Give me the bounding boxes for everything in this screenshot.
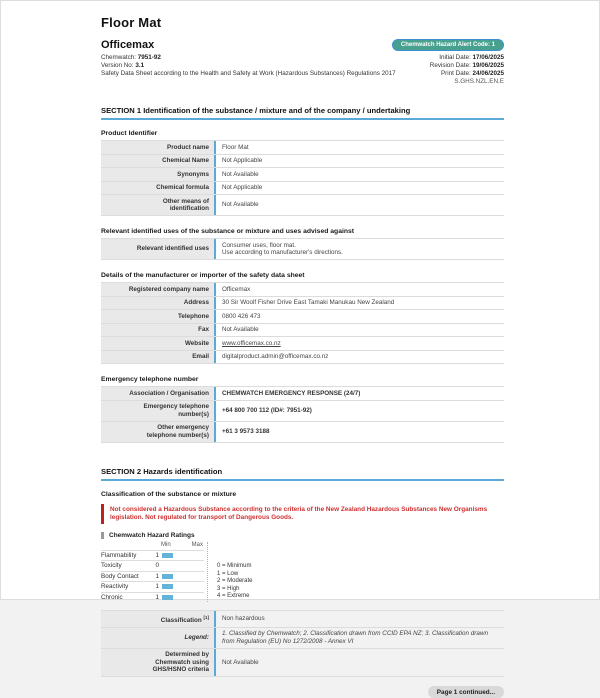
table-row	[101, 168, 504, 182]
classification-footnote-marker: [1]	[203, 614, 209, 620]
row-label: Chemical formula	[101, 182, 216, 195]
initial-date: Initial Date: 17/06/2025	[439, 54, 504, 61]
product-identifier-table	[101, 140, 504, 216]
row-label: Email	[101, 351, 216, 364]
row-value	[216, 337, 504, 350]
row-label: Association / Organisation	[101, 387, 216, 400]
row-value: CHEMWATCH EMERGENCY RESPONSE (24/7)	[222, 389, 361, 397]
emergency-table	[101, 386, 504, 443]
table-row	[101, 351, 504, 365]
row-label: Chemical Name	[101, 155, 216, 168]
rating-bar	[162, 584, 173, 589]
row-label: Website	[101, 337, 216, 350]
row-label: Registered company name	[101, 283, 216, 296]
hazard-ratings-table	[101, 542, 208, 603]
row-label: Determined by Chemwatch using GHS/HSNO criteria	[101, 649, 216, 677]
row-label: Legend:	[101, 628, 216, 648]
hazard-warning-text: Not considered a Hazardous Substance according to the criteria of the New Zealand Hazardous Substances New Organisms legislation. Not regulated for transport of Dangerous Goods.	[101, 504, 504, 524]
row-label: Fax	[101, 324, 216, 337]
product-identifier-heading: Product Identifier	[101, 130, 158, 137]
row-value: Non hazardous	[222, 615, 265, 623]
doc-code: S.GHS.NZL.EN.E	[454, 78, 504, 85]
print-date: Print Date: 24/06/2025	[440, 70, 504, 77]
table-row	[101, 239, 504, 260]
classification-heading: Classification of the substance or mixture	[101, 490, 237, 498]
rating-row	[101, 581, 204, 592]
row-value: 1. Classified by Chemwatch; 2. Classification drawn from CCID EPA NZ; 3. Classification drawn from Regulation (EU) No 1272/2008 - Annex VI	[222, 630, 488, 645]
rating-bar	[162, 574, 173, 579]
row-label: Product name	[101, 141, 216, 154]
row-label: Synonyms	[101, 168, 216, 181]
row-label: Other means of identification	[101, 195, 216, 215]
rating-name: Reactivity	[101, 583, 129, 591]
row-value: Not Available	[222, 658, 259, 666]
revision-date: Revision Date: 19/06/2025	[429, 62, 504, 69]
hazard-ratings-heading: Chemwatch Hazard Ratings	[101, 532, 504, 539]
table-row	[101, 422, 504, 443]
row-value: Floor Mat	[222, 143, 249, 151]
row-label: Relevant identified uses	[101, 239, 216, 259]
row-value: Not Available	[222, 170, 259, 178]
row-value: 0800 426 473	[222, 312, 261, 320]
rating-row	[101, 592, 204, 603]
rating-bar	[162, 595, 173, 600]
table-row	[101, 611, 504, 628]
rating-row	[101, 560, 204, 571]
table-row	[101, 155, 504, 169]
table-row	[101, 649, 504, 678]
row-value: +64 800 700 112 (ID#: 7951-92)	[222, 406, 312, 414]
manufacturer-heading: Details of the manufacturer or importer of the safety data sheet	[101, 272, 305, 279]
row-label: Classification [1]	[101, 611, 216, 627]
emergency-heading: Emergency telephone number	[101, 376, 199, 383]
rating-value: 1	[155, 551, 159, 559]
ratings-scale-header	[161, 542, 203, 550]
row-label: Emergency telephone number(s)	[101, 401, 216, 421]
row-label: Other emergency telephone number(s)	[101, 422, 216, 442]
rating-name: Chronic	[101, 593, 123, 601]
row-label: Telephone	[101, 310, 216, 323]
website-link[interactable]: www.officemax.co.nz	[222, 339, 281, 347]
document-meta-right	[430, 54, 504, 86]
section-2-header: SECTION 2 Hazards identification	[101, 467, 504, 481]
section-1-header: SECTION 1 Identification of the substance / mixture and of the company / undertaking	[101, 106, 504, 120]
table-row	[101, 283, 504, 297]
rating-value: 0	[155, 562, 159, 570]
sds-regulation-note: Safety Data Sheet according to the Health and Safety at Work (Hazardous Substances) Regulations 2017	[101, 70, 396, 77]
table-row	[101, 297, 504, 311]
row-value: Not Applicable	[222, 184, 263, 191]
rating-name: Flammability	[101, 551, 137, 559]
email-text[interactable]: digitalproduct.admin@officemax.co.nz	[222, 353, 329, 360]
table-row	[101, 324, 504, 338]
row-label: Address	[101, 297, 216, 310]
max-label: Max	[191, 541, 203, 548]
rating-bar	[162, 553, 173, 558]
table-row	[101, 401, 504, 422]
row-value: +61 3 9573 3188	[222, 427, 270, 435]
min-label: Min	[161, 541, 171, 548]
row-value: Consumer uses, floor mat. Use according to manufacturer's directions.	[222, 241, 343, 256]
company-name: Officemax	[101, 39, 155, 51]
relevant-uses-table	[101, 238, 504, 260]
page-continued-badge: Page 1 continued...	[428, 686, 504, 698]
document-meta-left	[101, 54, 396, 78]
row-value: Not Applicable	[222, 157, 263, 164]
product-title: Floor Mat	[101, 15, 162, 30]
row-value: Not Available	[222, 201, 259, 209]
row-value: 30 Sir Woolf Fisher Drive East Tamaki Manukau New Zealand	[222, 299, 395, 306]
manufacturer-table	[101, 282, 504, 364]
rating-value: 1	[155, 583, 159, 591]
rating-name: Body Contact	[101, 572, 139, 580]
table-row	[101, 628, 504, 649]
rating-name: Toxicity	[101, 562, 122, 570]
chemwatch-number: Chemwatch: 7951-92	[101, 54, 161, 61]
table-row	[101, 195, 504, 216]
table-row	[101, 387, 504, 401]
table-row	[101, 141, 504, 155]
hazard-ratings-chart	[101, 542, 504, 603]
table-row	[101, 337, 504, 351]
table-row	[101, 310, 504, 324]
row-value	[216, 351, 504, 364]
rating-row	[101, 571, 204, 582]
version-number: Version No: 3.1	[101, 62, 145, 69]
classification-table	[101, 610, 504, 677]
rating-value: 1	[155, 593, 159, 601]
hazard-alert-badge: Chemwatch Hazard Alert Code: 1	[392, 39, 504, 51]
rating-scale-legend: 0 = Minimum 1 = Low 2 = Moderate 3 = High 4 = Extreme	[217, 563, 253, 600]
rating-row	[101, 550, 204, 561]
row-value: Officemax	[222, 285, 251, 293]
rating-value: 1	[155, 572, 159, 580]
row-value: Not Available	[222, 326, 259, 333]
relevant-uses-heading: Relevant identified uses of the substance or mixture and uses advised against	[101, 228, 355, 235]
table-row	[101, 182, 504, 196]
